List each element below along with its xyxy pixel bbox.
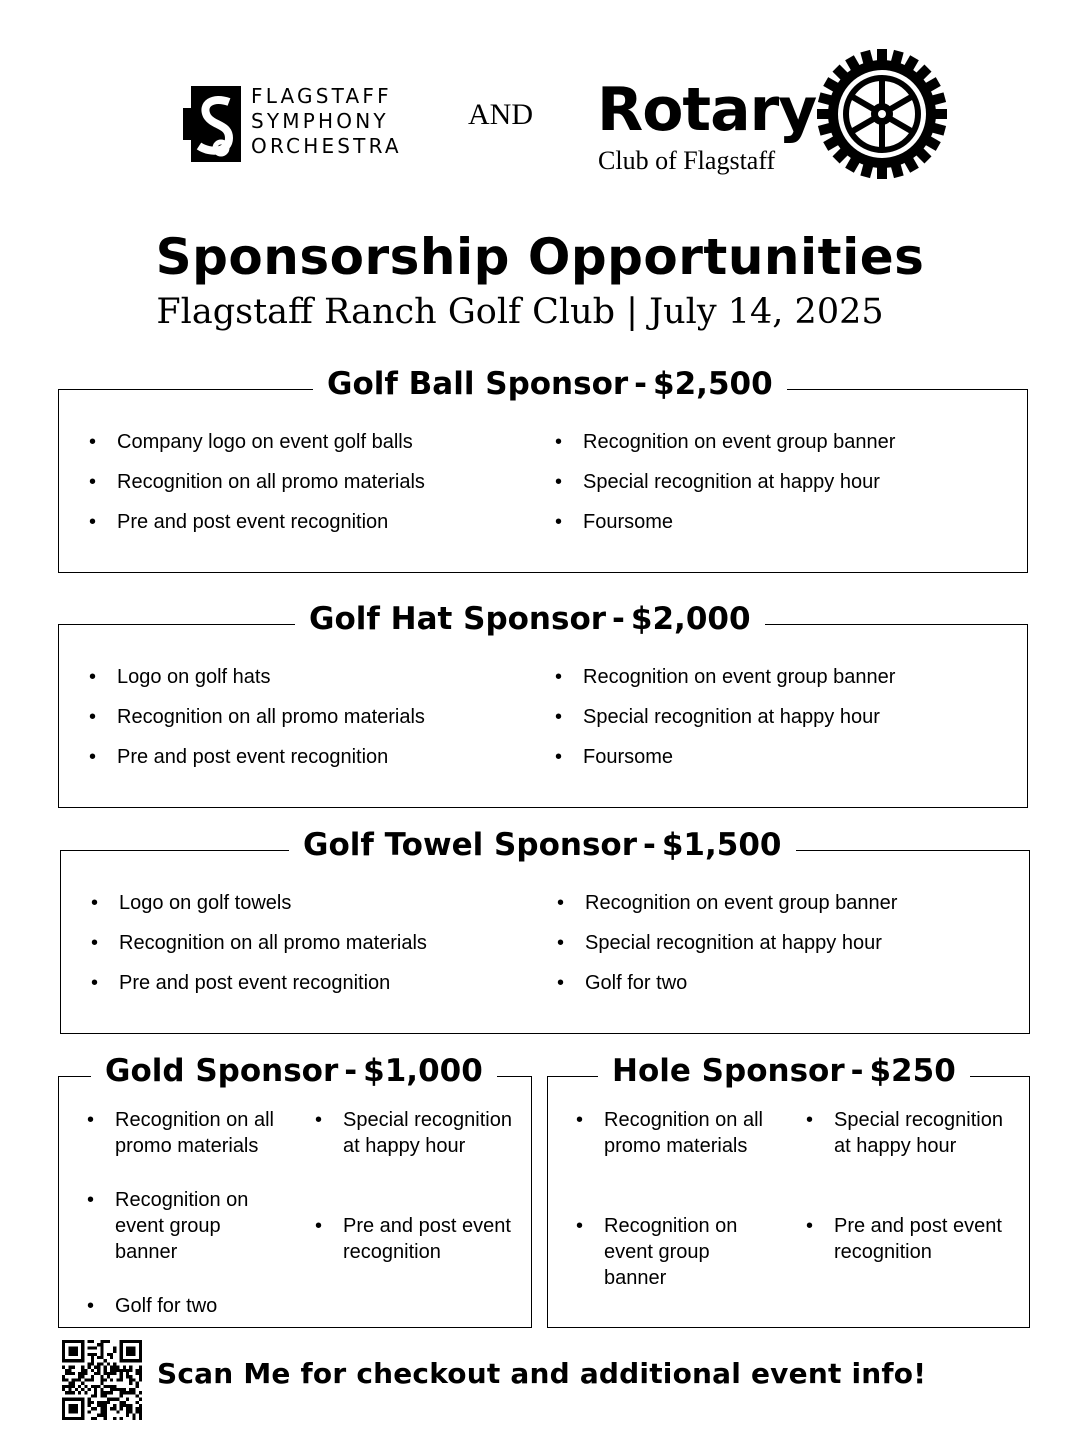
sponsor-price: $2,000: [630, 601, 751, 637]
sponsor-title: [289, 825, 796, 865]
benefit-item: • Special recognition at happy hour: [806, 1107, 1006, 1213]
sponsor-title: [598, 1051, 970, 1091]
benefit-list-left: [89, 430, 529, 550]
benefit-item: • Logo on golf hats: [89, 665, 529, 705]
fso-wordmark: [251, 84, 402, 159]
benefit-item: • Logo on golf towels: [91, 891, 531, 931]
sponsor-name: Hole Sponsor: [612, 1053, 845, 1089]
benefit-list-right: [555, 430, 995, 550]
benefit-item: • Pre and post event recognition: [806, 1213, 1006, 1265]
fso-mark-icon: [183, 86, 241, 162]
scan-me-text: Scan Me for checkout and additional event info!: [157, 1357, 927, 1390]
fso-line: SYMPHONY: [251, 109, 389, 133]
sponsor-box-golf-ball: [58, 366, 1028, 573]
benefit-item: • Pre and post event recognition: [91, 971, 531, 1011]
benefit-item: • Pre and post event recognition: [89, 510, 529, 550]
sponsor-separator: -: [612, 601, 625, 637]
sponsor-separator: -: [634, 366, 648, 402]
sponsor-box-hole: [547, 1053, 1030, 1328]
page-title: Sponsorship Opportunities: [155, 228, 925, 286]
qr-code-icon[interactable]: [62, 1340, 142, 1420]
benefit-item: • Golf for two: [557, 971, 997, 1011]
benefit-item: • Pre and post event recognition: [89, 745, 529, 785]
sponsor-title: [313, 364, 787, 404]
benefit-item: • Special recognition at happy hour: [555, 470, 995, 510]
benefit-item: • Recognition on all promo materials: [87, 1107, 287, 1187]
benefit-item: • Company logo on event golf balls: [89, 430, 529, 470]
benefit-list-right: [557, 891, 997, 1011]
benefit-item: • Golf for two: [87, 1293, 287, 1319]
rotary-subtitle: Club of Flagstaff: [598, 146, 776, 175]
benefit-item: • Recognition on event group banner: [576, 1213, 766, 1291]
benefit-item: • Special recognition at happy hour: [555, 705, 995, 745]
benefit-item: • Recognition on all promo materials: [89, 470, 529, 510]
sponsor-title: [91, 1051, 497, 1091]
sponsor-title: [295, 599, 765, 639]
benefit-list-left: [87, 1107, 287, 1319]
benefit-item: • Recognition on event group banner: [87, 1187, 287, 1293]
benefit-item: • Recognition on all promo materials: [576, 1107, 766, 1213]
sponsor-box-golf-hat: [58, 601, 1028, 808]
rotary-wheel-icon: [816, 48, 948, 180]
sponsor-separator: -: [344, 1053, 358, 1089]
benefit-item: • Recognition on event group banner: [555, 665, 995, 705]
benefit-item: • Recognition on all promo materials: [91, 931, 531, 971]
benefit-list-right: [315, 1107, 515, 1265]
rotary-wordmark: Rotary: [597, 75, 817, 145]
sponsor-name: Golf Hat Sponsor: [309, 601, 607, 637]
and-word: AND: [468, 98, 533, 131]
sponsor-name: Golf Ball Sponsor: [327, 366, 629, 402]
sponsor-separator: -: [642, 827, 656, 863]
sponsor-price: $1,500: [661, 827, 782, 863]
sponsor-box-golf-towel: [60, 827, 1030, 1034]
benefit-item: • Special recognition at happy hour: [315, 1107, 515, 1213]
fso-line: ORCHESTRA: [251, 134, 402, 158]
sponsor-box-gold: [58, 1053, 532, 1328]
benefit-list-right: [806, 1107, 1006, 1265]
sponsor-price: $2,500: [653, 366, 773, 402]
sponsor-separator: -: [850, 1053, 864, 1089]
benefit-item: • Pre and post event recognition: [315, 1213, 515, 1265]
benefit-item: • Foursome: [555, 745, 995, 785]
benefit-list-right: [555, 665, 995, 785]
benefit-list-left: [576, 1107, 766, 1291]
benefit-item: • Recognition on all promo materials: [89, 705, 529, 745]
sponsor-name: Gold Sponsor: [105, 1053, 339, 1089]
benefit-item: • Recognition on event group banner: [555, 430, 995, 470]
benefit-list-left: [91, 891, 531, 1011]
benefit-list-left: [89, 665, 529, 785]
fso-logo: [183, 84, 418, 164]
sponsor-price: $1,000: [363, 1053, 483, 1089]
page-subtitle: Flagstaff Ranch Golf Club | July 14, 2025: [156, 292, 884, 332]
sponsor-name: Golf Towel Sponsor: [303, 827, 637, 863]
benefit-item: • Recognition on event group banner: [557, 891, 997, 931]
sponsor-price: $250: [869, 1053, 956, 1089]
benefit-item: • Foursome: [555, 510, 995, 550]
fso-line: FLAGSTAFF: [251, 84, 392, 108]
benefit-item: • Special recognition at happy hour: [557, 931, 997, 971]
